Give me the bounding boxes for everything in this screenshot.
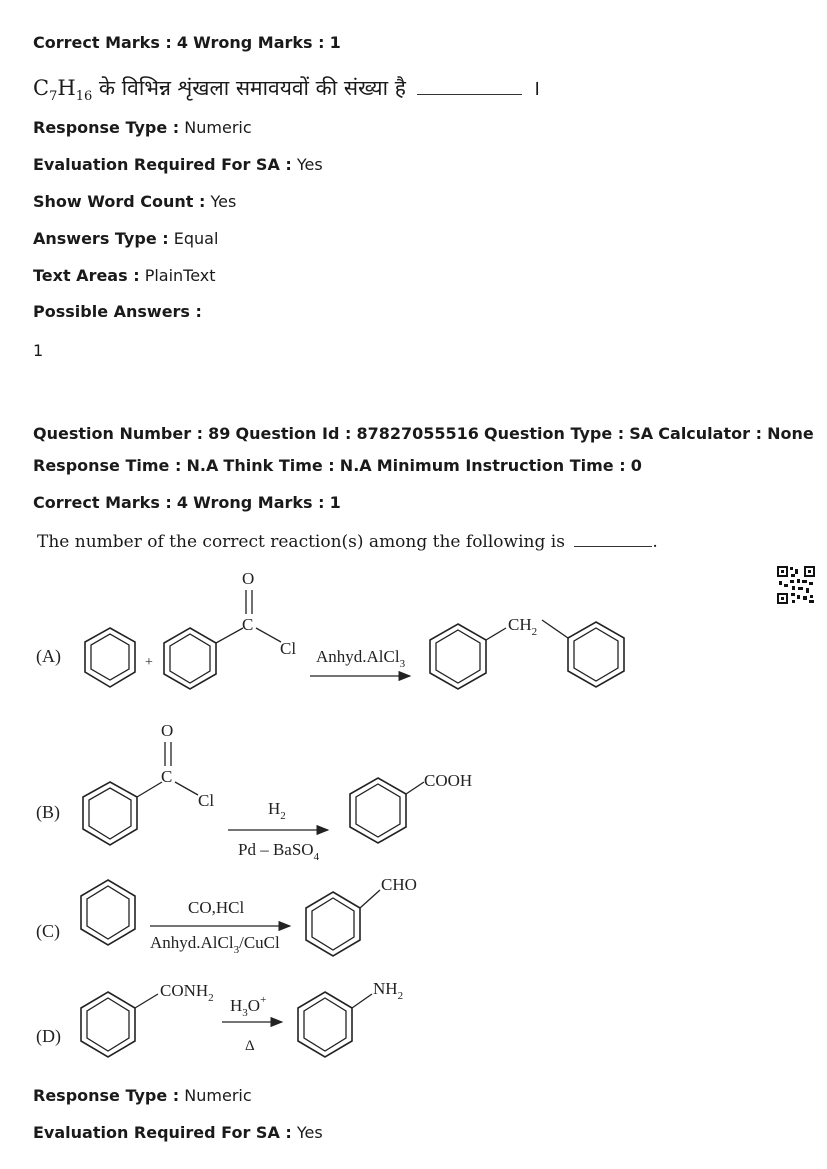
possible-answer-value: 1 xyxy=(33,341,44,360)
plus-sign: + xyxy=(145,655,153,670)
q89-header-1: Question Number : 89 Question Id : 87827055516 Question Type : SA Calculator : None xyxy=(33,424,814,443)
field-text-areas: Text Areas : PlainText xyxy=(33,266,216,285)
formula: $C_7H_{16}$ xyxy=(33,76,93,105)
diphenylmethane xyxy=(430,615,624,689)
field-answers-type: Answers Type : Equal xyxy=(33,229,219,248)
reaction-c xyxy=(36,875,417,956)
q89-marks: Correct Marks : 4 Wrong Marks : 1 xyxy=(33,493,341,512)
benzene-ring xyxy=(81,880,135,945)
svg-text:CONH2: $CONH_2$ xyxy=(160,981,214,1004)
answer-blank xyxy=(417,94,522,95)
benzene-ring xyxy=(85,628,135,687)
reactions-diagram xyxy=(0,560,760,1080)
benzoic-acid xyxy=(350,771,472,843)
field-evaluation-required: Evaluation Required For SA : Yes xyxy=(33,155,323,174)
question-text: के विभिन्न शृंखला समावयवों की संख्या है xyxy=(98,76,406,100)
reagent-a: Anhyd.AlCl$_3$ xyxy=(316,647,406,670)
q89-question: The number of the correct reaction(s) among the following is . xyxy=(37,532,658,552)
svg-text:O: O xyxy=(161,721,174,740)
possible-answers-label: Possible Answers : xyxy=(33,302,202,321)
label-b: (B) xyxy=(36,802,60,822)
label-c: (C) xyxy=(36,921,60,941)
reagent-d-top: $H_3O^+$ xyxy=(230,994,267,1019)
q89-header-2: Response Time : N.A Think Time : N.A Minimum Instruction Time : 0 xyxy=(33,456,642,475)
answer-blank xyxy=(574,546,652,547)
question-end: । xyxy=(532,76,541,100)
reagent-c-bottom: Anhyd.AlCl$_3$/CuCl xyxy=(150,933,280,956)
field-response-type: Response Type : Numeric xyxy=(33,118,252,137)
q88-marks xyxy=(33,33,341,52)
q88-question xyxy=(33,74,540,104)
reagent-c-top: CO,HCl xyxy=(188,898,245,917)
field-show-word-count: Show Word Count : Yes xyxy=(33,192,237,211)
svg-text:O: O xyxy=(242,569,255,588)
correct-marks-label: Correct Marks : xyxy=(33,33,172,52)
benzamide xyxy=(81,981,214,1057)
svg-text:C: C xyxy=(161,767,173,786)
q89-field-evaluation-required: Evaluation Required For SA : Yes xyxy=(33,1123,323,1142)
benzoyl-chloride xyxy=(164,569,296,689)
q89-field-response-type: Response Type : Numeric xyxy=(33,1086,252,1105)
reagent-b-bottom: Pd – BaSO$_4$ xyxy=(238,840,320,863)
svg-text:COOH: COOH xyxy=(424,771,473,790)
benzoyl-chloride xyxy=(83,721,214,845)
correct-marks-value: 4 xyxy=(176,33,189,52)
question-text: The number of the correct reaction(s) among the following is xyxy=(37,532,565,552)
benzaldehyde xyxy=(306,875,417,956)
reaction-a xyxy=(36,569,624,689)
svg-text:Cl: Cl xyxy=(280,639,297,658)
reaction-b xyxy=(36,721,472,863)
reagent-b-top: $H_2$ xyxy=(268,799,286,822)
label-a: (A) xyxy=(36,646,61,666)
wrong-marks-label: Wrong Marks : xyxy=(193,33,325,52)
wrong-marks-value: 1 xyxy=(329,33,341,52)
reaction-d xyxy=(36,979,403,1057)
svg-text:C: C xyxy=(242,615,254,634)
aniline xyxy=(298,979,403,1057)
reagent-d-bottom: Δ xyxy=(245,1038,255,1054)
qr-code-icon xyxy=(776,565,816,605)
svg-text:NH2: $NH_2$ xyxy=(373,979,404,1002)
svg-text:CH2: $CH_2$ xyxy=(508,615,538,638)
svg-text:Cl: Cl xyxy=(198,791,215,810)
svg-text:CHO: CHO xyxy=(381,875,417,894)
label-d: (D) xyxy=(36,1026,61,1046)
